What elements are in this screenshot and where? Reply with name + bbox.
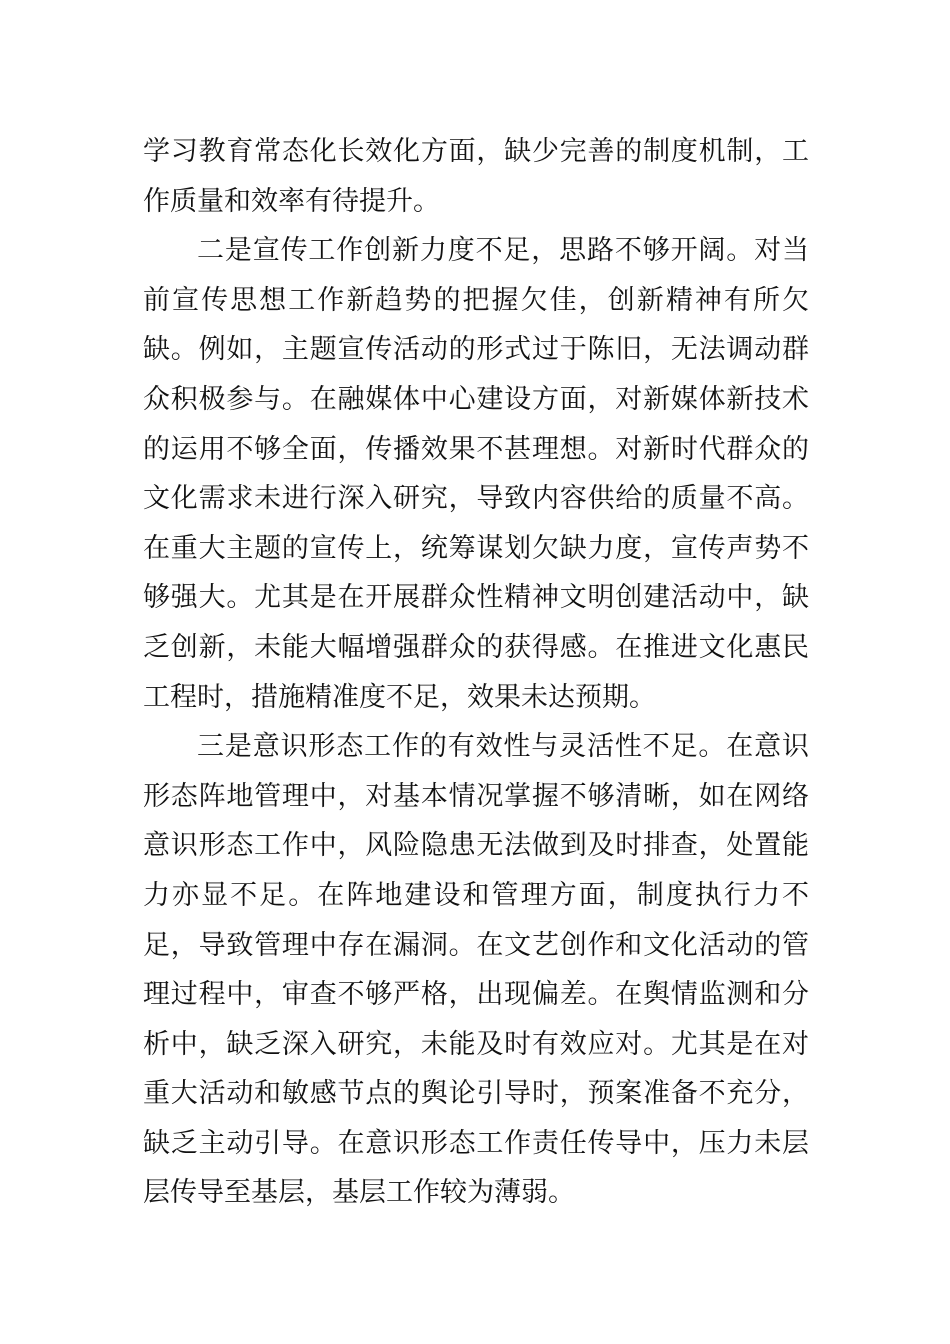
paragraph-publicity-innovation: 二是宣传工作创新力度不足，思路不够开阔。对当前宣传思想工作新趋势的把握欠佳，创新精神有所欠缺。例如，主题宣传活动的形式过于陈旧，无法调动群众积极参与。在融媒体中心建设方面，对新媒体新技术的运用不够全面，传播效果不甚理想。对新时代群众的文化需求未进行深入研究，导致内容供给的质量不高。在重大主题的宣传上，统筹谋划欠缺力度，宣传声势不够强大。尤其是在开展群众性精神文明创建活动中，缺乏创新，未能大幅增强群众的获得感。在推进文化惠民工程时，措施精准度不足，效果未达预期。: [143, 235, 809, 713]
paragraph-ideology-work: 三是意识形态工作的有效性与灵活性不足。在意识形态阵地管理中，对基本情况掌握不够清晰，如在网络意识形态工作中，风险隐患无法做到及时排查，处置能力亦显不足。在阵地建设和管理方面，制度执行力不足，导致管理中存在漏洞。在文艺创作和文化活动的管理过程中，审查不够严格，出现偏差。在舆情监测和分析中，缺乏深入研究，未能及时有效应对。尤其是在对重大活动和敏感节点的舆论引导时，预案准备不充分，缺乏主动引导。在意识形态工作责任传导中，压力未层层传导至基层，基层工作较为薄弱。: [143, 731, 809, 1209]
document-body: [143, 127, 809, 1218]
paragraph-continuation: 学习教育常态化长效化方面，缺少完善的制度机制，工作质量和效率有待提升。: [143, 136, 809, 217]
